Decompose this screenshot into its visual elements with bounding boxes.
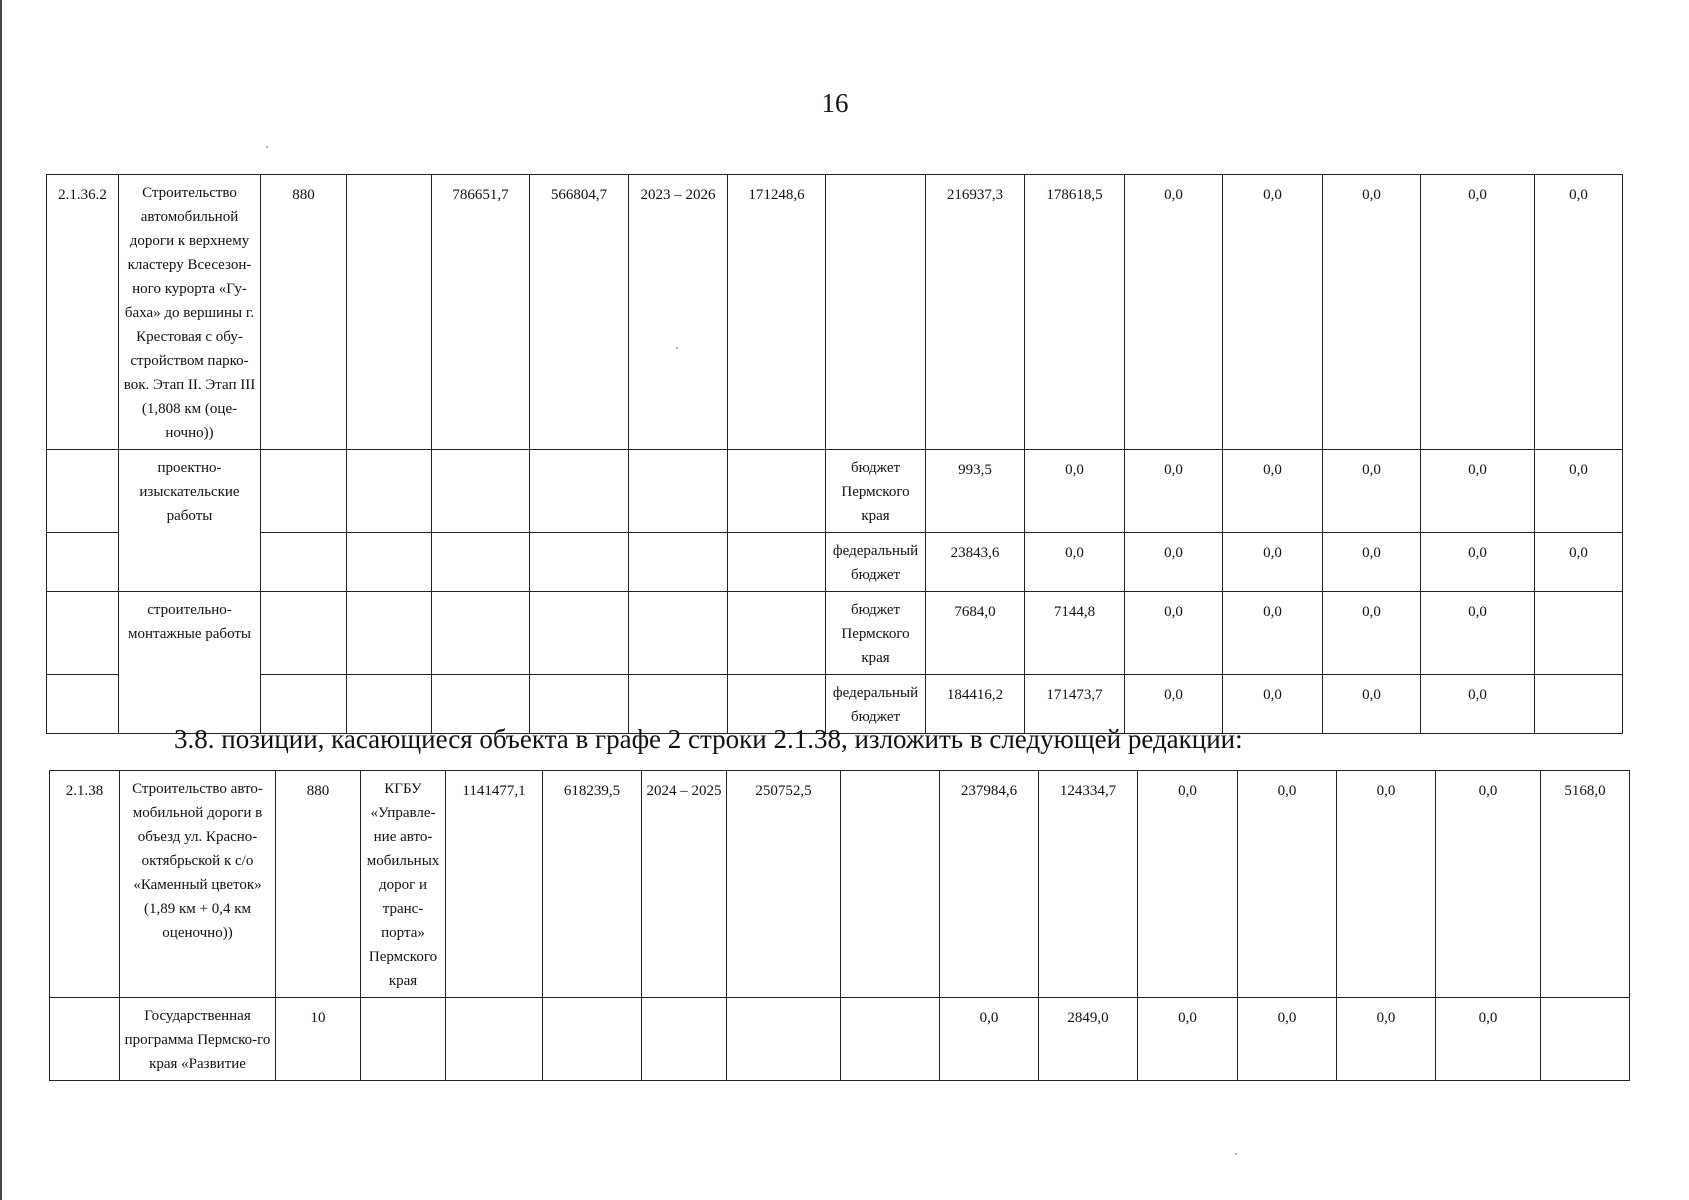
cell-value bbox=[1535, 592, 1623, 675]
cell-value: 0,0 bbox=[1223, 533, 1323, 592]
cell-col3: 880 bbox=[261, 175, 347, 450]
funding-source: бюджет Пермского края bbox=[826, 592, 926, 675]
cell-value: 0,0 bbox=[1535, 450, 1623, 533]
cell-value: 23843,6 bbox=[926, 533, 1025, 592]
budget-table-2-1-38 bbox=[49, 770, 1630, 1081]
cell-source bbox=[841, 998, 940, 1081]
table-row bbox=[47, 450, 1623, 533]
cell-value: 0,0 bbox=[1337, 998, 1436, 1081]
cell-col8: 171248,6 bbox=[728, 175, 826, 450]
scan-speck bbox=[1235, 1153, 1237, 1155]
cell-value: 0,0 bbox=[1535, 175, 1623, 450]
amendment-heading: 3.8. позиции, касающиеся объекта в графе 2 строки 2.1.38, изложить в следующей редакции: bbox=[174, 724, 1243, 754]
cell-col8: 250752,5 bbox=[727, 771, 841, 998]
cell-value: 0,0 bbox=[1323, 675, 1421, 734]
cell-value: 0,0 bbox=[1238, 998, 1337, 1081]
cell-value: 0,0 bbox=[1421, 592, 1535, 675]
cell-value: 0,0 bbox=[1138, 998, 1238, 1081]
object-name: Строительство авто-мобильной дороги в объезд ул. Красно-октябрьской к с/о «Каменный цветок» (1,89 км + 0,4 км оценочно)) bbox=[120, 771, 276, 998]
cell-value: 0,0 bbox=[1025, 450, 1125, 533]
cell-value: 237984,6 bbox=[940, 771, 1039, 998]
cell-value: 0,0 bbox=[1223, 175, 1323, 450]
cell-value: 0,0 bbox=[1125, 533, 1223, 592]
cell-value: 0,0 bbox=[1125, 592, 1223, 675]
cell-value: 0,0 bbox=[1125, 675, 1223, 734]
funding-source: бюджет Пермского края bbox=[826, 450, 926, 533]
cell-value: 0,0 bbox=[1238, 771, 1337, 998]
cell-value: 5168,0 bbox=[1541, 771, 1630, 998]
table-row bbox=[47, 533, 1623, 592]
cell-value: 0,0 bbox=[1025, 533, 1125, 592]
funding-source: федеральный бюджет bbox=[826, 675, 926, 734]
cell-col4 bbox=[361, 998, 446, 1081]
cell-period: 2023 – 2026 bbox=[629, 175, 728, 450]
cell-col8 bbox=[727, 998, 841, 1081]
customer-name: КГБУ «Управле-ние авто-мобильных дорог и транс-порта» Пермского края bbox=[361, 771, 446, 998]
cell-col6: 618239,5 bbox=[543, 771, 642, 998]
cell-value: 0,0 bbox=[1125, 450, 1223, 533]
table-row bbox=[47, 592, 1623, 675]
table-row bbox=[47, 175, 1623, 450]
cell-value: 0,0 bbox=[1323, 450, 1421, 533]
cell-value: 0,0 bbox=[1337, 771, 1436, 998]
row-code bbox=[47, 533, 119, 592]
cell-value bbox=[1541, 998, 1630, 1081]
cell-source bbox=[841, 771, 940, 998]
program-name: Государственная программа Пермско-го края «Развитие bbox=[120, 998, 276, 1081]
cell-value: 0,0 bbox=[1421, 533, 1535, 592]
row-code bbox=[50, 998, 120, 1081]
cell-col5: 1141477,1 bbox=[446, 771, 543, 998]
cell-value: 7144,8 bbox=[1025, 592, 1125, 675]
cell-value: 124334,7 bbox=[1039, 771, 1138, 998]
cell-value: 0,0 bbox=[1323, 592, 1421, 675]
cell-value: 0,0 bbox=[1421, 450, 1535, 533]
cell-col6: 566804,7 bbox=[530, 175, 629, 450]
row-code bbox=[47, 450, 119, 533]
page-number: 16 bbox=[821, 88, 849, 118]
cell-col5 bbox=[446, 998, 543, 1081]
cell-value: 0,0 bbox=[1323, 533, 1421, 592]
cell-value: 216937,3 bbox=[926, 175, 1025, 450]
cell-value: 0,0 bbox=[940, 998, 1039, 1081]
cell-col3: 880 bbox=[276, 771, 361, 998]
cell-value: 0,0 bbox=[1436, 998, 1541, 1081]
cell-value: 0,0 bbox=[1436, 771, 1541, 998]
cell-value: 0,0 bbox=[1323, 175, 1421, 450]
cell-value: 2849,0 bbox=[1039, 998, 1138, 1081]
row-code bbox=[47, 675, 119, 734]
scan-speck bbox=[266, 146, 268, 148]
cell-col5: 786651,7 bbox=[432, 175, 530, 450]
row-code: 2.1.38 bbox=[50, 771, 120, 998]
cell-value: 0,0 bbox=[1421, 675, 1535, 734]
work-type-name: проектно-изыскательские работы bbox=[119, 450, 261, 592]
cell-value: 0,0 bbox=[1223, 450, 1323, 533]
budget-table-2-1-36-2 bbox=[46, 174, 1623, 734]
row-code bbox=[47, 592, 119, 675]
cell-value: 993,5 bbox=[926, 450, 1025, 533]
cell-value: 0,0 bbox=[1138, 771, 1238, 998]
cell-col4 bbox=[347, 175, 432, 450]
cell-value: 178618,5 bbox=[1025, 175, 1125, 450]
cell-period bbox=[642, 998, 727, 1081]
cell-value: 184416,2 bbox=[926, 675, 1025, 734]
cell-period: 2024 – 2025 bbox=[642, 771, 727, 998]
cell-col3: 10 bbox=[276, 998, 361, 1081]
cell-value: 0,0 bbox=[1223, 675, 1323, 734]
funding-source: федеральный бюджет bbox=[826, 533, 926, 592]
cell-col6 bbox=[543, 998, 642, 1081]
work-type-name: строительно-монтажные работы bbox=[119, 592, 261, 734]
cell-value: 7684,0 bbox=[926, 592, 1025, 675]
cell-value: 171473,7 bbox=[1025, 675, 1125, 734]
cell-value: 0,0 bbox=[1125, 175, 1223, 450]
object-name: Строительство автомобильной дороги к верхнему кластеру Всесезон-ного курорта «Гу-баха» до вершины г. Крестовая с обу-стройством парко-вок. Этап II. Этап III (1,808 км (оце-ночно)) bbox=[119, 175, 261, 450]
table-row bbox=[50, 771, 1630, 998]
row-code: 2.1.36.2 bbox=[47, 175, 119, 450]
cell-source bbox=[826, 175, 926, 450]
table-row bbox=[50, 998, 1630, 1081]
cell-value: 0,0 bbox=[1223, 592, 1323, 675]
cell-value: 0,0 bbox=[1535, 533, 1623, 592]
cell-value: 0,0 bbox=[1421, 175, 1535, 450]
